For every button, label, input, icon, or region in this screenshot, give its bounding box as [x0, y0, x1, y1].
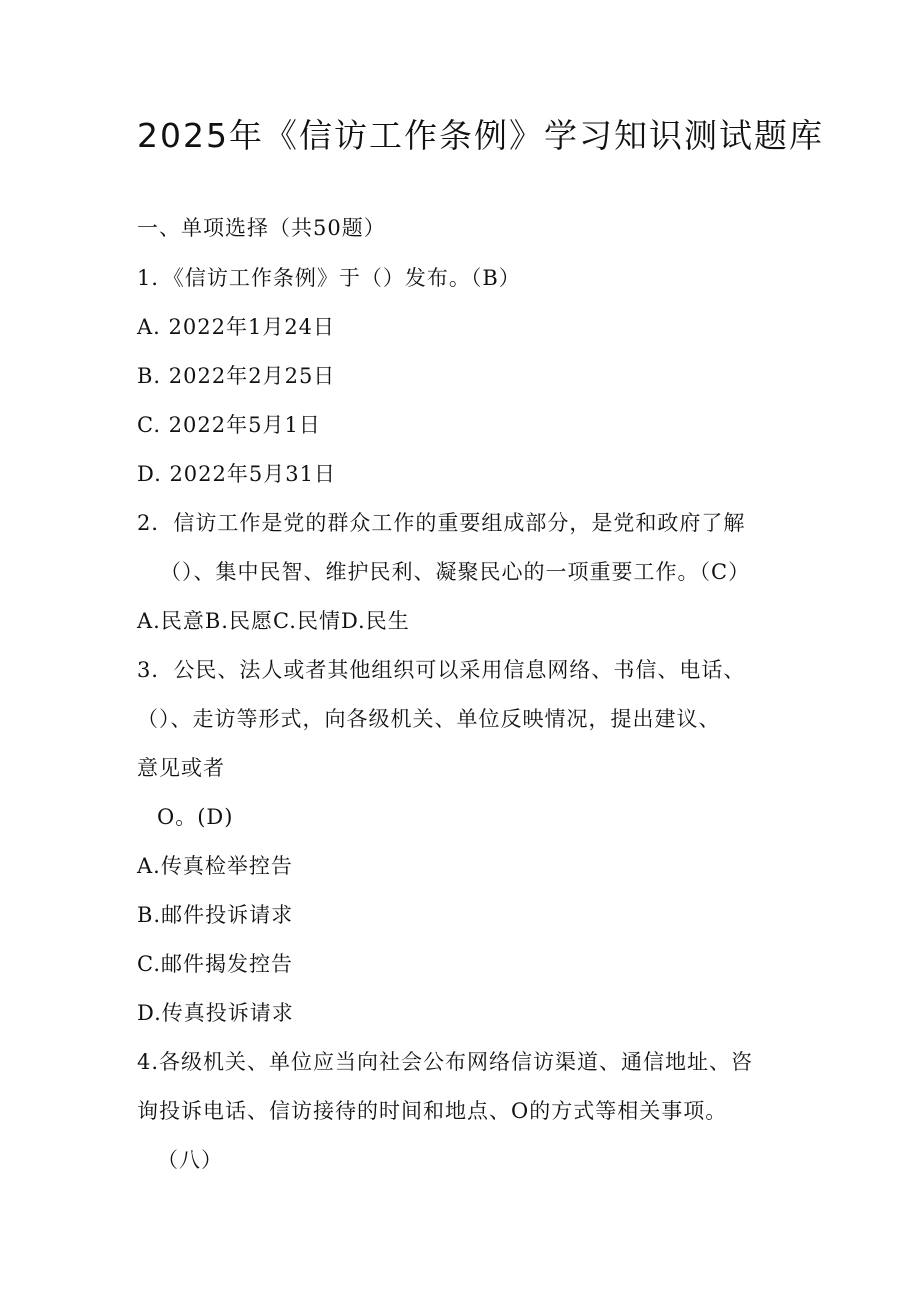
question-1-option-a: A. 2022年1月24日 — [137, 315, 336, 339]
section-heading: 一、单项选择（共50题） — [137, 216, 386, 240]
question-1-option-b: B. 2022年2月25日 — [137, 364, 336, 388]
question-4-stem-line-1: 4.各级机关、单位应当向社会公布网络信访渠道、通信地址、咨 — [137, 1050, 754, 1074]
question-1-stem: 1．《信访工作条例》于（）发布。（B） — [137, 266, 521, 290]
question-3-stem-line-2: （）、走访等形式，向各级机关、单位反映情况，提出建议、 — [137, 707, 721, 731]
question-4-stem-line-3: （八） — [157, 1148, 223, 1172]
question-3-option-d: D.传真投诉请求 — [137, 1001, 294, 1025]
question-1-option-c: C. 2022年5月1日 — [137, 413, 321, 437]
question-3-stem-line-1: 3．公民、法人或者其他组织可以采用信息网络、书信、电话、 — [137, 658, 746, 682]
question-1-option-d: D. 2022年5月31日 — [137, 462, 336, 486]
document-title: 2025年《信访工作条例》学习知识测试题库 — [137, 116, 824, 155]
question-2-stem-line-2: （）、集中民智、维护民利、凝聚民心的一项重要工作。（C） — [160, 560, 751, 584]
question-3-option-c: C.邮件揭发控告 — [137, 952, 293, 976]
question-2-options: A.民意B.民愿C.民情D.民生 — [137, 609, 410, 633]
question-3-stem-line-3: 意见或者 — [137, 756, 225, 780]
question-3-option-b: B.邮件投诉请求 — [137, 903, 294, 927]
question-2-stem-line-1: 2．信访工作是党的群众工作的重要组成部分，是党和政府了解 — [137, 511, 746, 535]
question-3-option-a: A.传真检举控告 — [137, 854, 293, 878]
question-4-stem-line-2: 询投诉电话、信访接待的时间和地点、O的方式等相关事项。 — [137, 1099, 728, 1123]
question-3-stem-line-4: O。(D) — [157, 805, 234, 829]
